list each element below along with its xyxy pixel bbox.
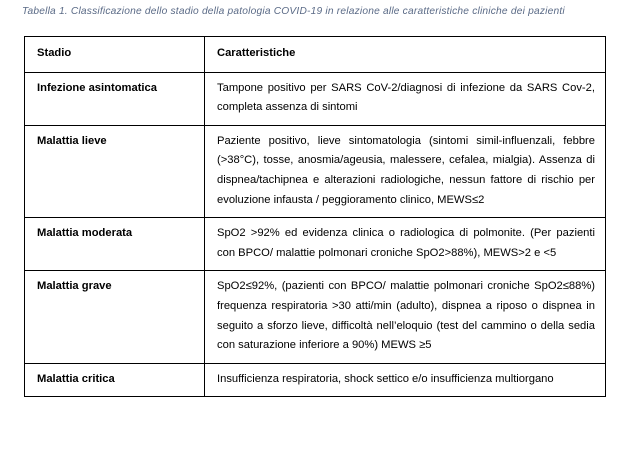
table-header-row: [25, 37, 606, 73]
table-caption: Tabella 1. Classificazione dello stadio della patologia COVID-19 in relazione alle caratteristiche cliniche dei pazienti: [22, 6, 565, 17]
table-container: [24, 36, 605, 397]
table-row: [25, 125, 606, 217]
column-header-characteristics: Caratteristiche: [205, 37, 606, 73]
stage-name-cell: Malattia lieve: [25, 125, 205, 217]
stage-description-cell: Paziente positivo, lieve sintomatologia (sintomi simil-influenzali, febbre (>38°C), tosse, anosmia/ageusia, malessere, cefalea, mialgia). Assenza di dispnea/tachipnea e alterazioni radiologiche, nessun fattore di rischio per evoluzione infausta / peggioramento clinico, MEWS≤2: [205, 125, 606, 217]
stage-description-cell: Insufficienza respiratoria, shock settico e/o insufficienza multiorgano: [205, 363, 606, 397]
stage-description-cell: Tampone positivo per SARS CoV-2/diagnosi di infezione da SARS Cov-2, completa assenza di sintomi: [205, 72, 606, 125]
table-row: [25, 218, 606, 271]
stage-description-cell: SpO2≤92%, (pazienti con BPCO/ malattie polmonari croniche SpO2≤88%) frequenza respiratoria >30 atti/min (adulto), dispnea a riposo o dispnea in seguito a sforzo lieve, difficoltà nell’eloquio (test del cammino o della sedia con saturazione inferiore a 90%) MEWS ≥5: [205, 271, 606, 363]
stage-name-cell: Malattia critica: [25, 363, 205, 397]
column-header-stage: Stadio: [25, 37, 205, 73]
stage-description-cell: SpO2 >92% ed evidenza clinica o radiologica di polmonite. (Per pazienti con BPCO/ malattie polmonari croniche SpO2>88%), MEWS>2 e <5: [205, 218, 606, 271]
stage-name-cell: Malattia grave: [25, 271, 205, 363]
table-body: [25, 72, 606, 397]
table-row: [25, 72, 606, 125]
table-row: [25, 271, 606, 363]
stage-name-cell: Infezione asintomatica: [25, 72, 205, 125]
table-header: [25, 37, 606, 73]
covid-stage-classification-table: [24, 36, 606, 397]
table-row: [25, 363, 606, 397]
stage-name-cell: Malattia moderata: [25, 218, 205, 271]
